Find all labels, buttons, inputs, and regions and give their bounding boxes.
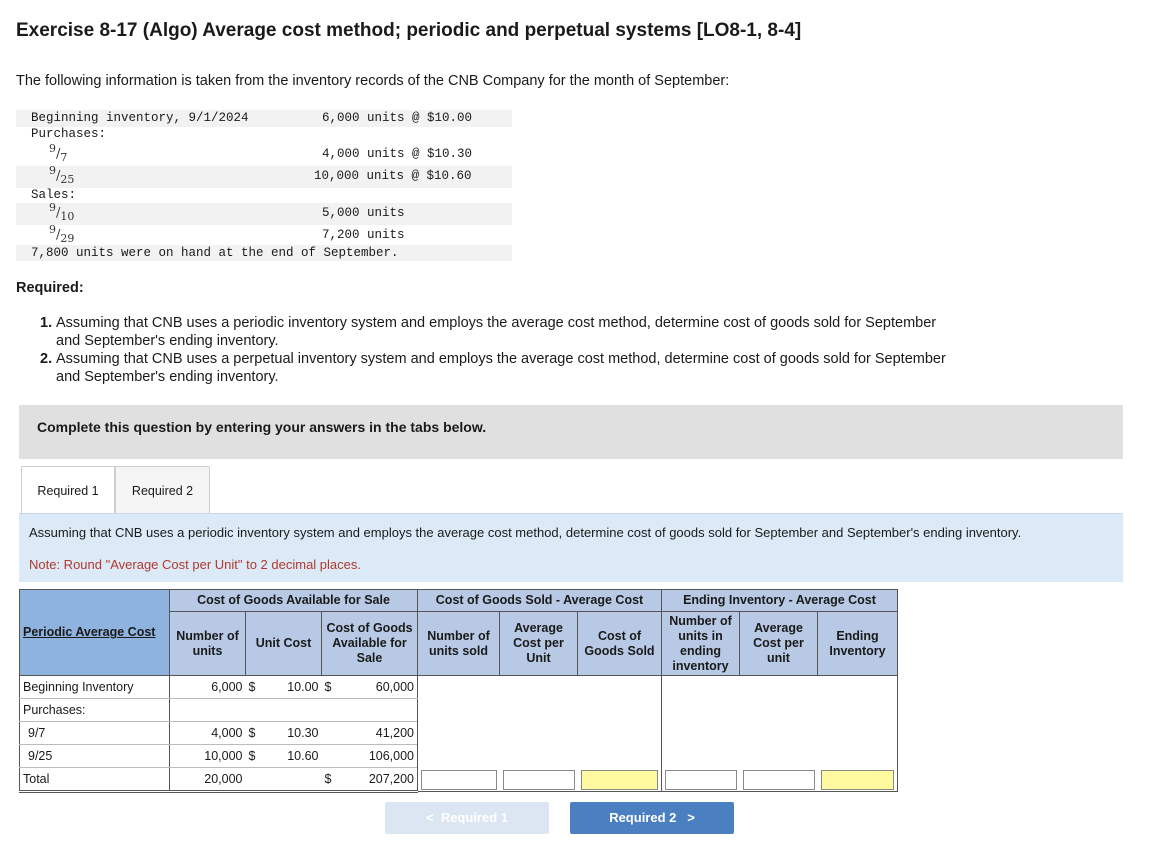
table-row: 9/25 10,000 $ 10.60 106,000 xyxy=(20,745,898,768)
prev-button[interactable]: < Required 1 xyxy=(385,802,549,834)
col-avg-cost-2: Average Cost per unit xyxy=(740,612,818,676)
inventory-data xyxy=(16,110,512,261)
col-units-ending: Number of units in ending inventory xyxy=(662,612,740,676)
sales-label: Sales: xyxy=(31,188,77,202)
purchases-label: Purchases: xyxy=(31,127,107,141)
next-button[interactable]: Required 2 > xyxy=(570,802,734,834)
col-units-sold: Number of units sold xyxy=(418,612,500,676)
cogs-output xyxy=(581,770,659,790)
requirements-list xyxy=(40,314,960,386)
col-ending-inventory: Ending Inventory xyxy=(818,612,898,676)
instructions-banner: Complete this question by entering your answers in the tabs below. xyxy=(19,405,1123,459)
tab-instruction-panel xyxy=(19,513,1123,582)
units-ending-input[interactable] xyxy=(665,770,737,790)
required-heading: Required: xyxy=(16,280,84,296)
page-title: Exercise 8-17 (Algo) Average cost method; periodic and perpetual systems [LO8-1, 8-4] xyxy=(16,20,802,41)
col-cogs: Cost of Goods Sold xyxy=(578,612,662,676)
table-row: Beginning Inventory 6,000 $ 10.00 $ 60,000 xyxy=(20,676,898,699)
col-unit-cost: Unit Cost xyxy=(246,612,322,676)
ending-inventory-output xyxy=(821,770,895,790)
requirement-1: 1. Assuming that CNB uses a periodic inventory system and employs the average cost method, determine cost of goods sold for September and September's ending inventory. xyxy=(40,315,937,349)
tab-required-1[interactable]: Required 1 xyxy=(21,466,115,513)
beginning-label: Beginning inventory, 9/1/2024 xyxy=(31,111,249,125)
group-available-header: Cost of Goods Available for Sale xyxy=(170,590,418,612)
end-note: 7,800 units were on hand at the end of September. xyxy=(31,246,399,260)
units-sold-input[interactable] xyxy=(421,770,497,790)
date-9-10: $^9/_{10}$ xyxy=(49,201,75,223)
rounding-note: Note: Round "Average Cost per Unit" to 2 decimal places. xyxy=(29,557,361,572)
avg-cost-ending-input[interactable] xyxy=(743,770,815,790)
tab-instruction: Assuming that CNB uses a periodic inventory system and employs the average cost method, determine cost of goods sold for September and September's ending inventory. xyxy=(29,525,1022,540)
avg-cost-sold-input[interactable] xyxy=(503,770,575,790)
intro-text: The following information is taken from the inventory records of the CNB Company for the month of September: xyxy=(16,73,730,89)
sale-2-value: 7,200 units xyxy=(322,228,405,242)
date-9-25: $^9/_{25}$ xyxy=(49,164,75,186)
tab-required-2[interactable]: Required 2 xyxy=(115,466,210,513)
average-cost-table xyxy=(19,589,898,793)
col-avg-cost-1: Average Cost per Unit xyxy=(500,612,578,676)
table-row: Purchases: xyxy=(20,699,898,722)
group-cogs-header: Cost of Goods Sold - Average Cost xyxy=(418,590,662,612)
group-ending-header: Ending Inventory - Average Cost xyxy=(662,590,898,612)
purchase-2-value: 10,000 units @ $10.60 xyxy=(314,169,472,183)
date-9-7: $^9/_7$ xyxy=(49,142,68,164)
table-row: 9/7 4,000 $ 10.30 41,200 xyxy=(20,722,898,745)
table-corner-header[interactable]: Periodic Average Cost xyxy=(20,590,170,676)
col-cost-available: Cost of Goods Available for Sale xyxy=(322,612,418,676)
date-9-29: $^9/_{29}$ xyxy=(49,223,75,245)
requirement-2: 2. Assuming that CNB uses a perpetual inventory system and employs the average cost method, determine cost of goods sold for September and September's ending inventory. xyxy=(40,351,946,385)
table-row-total: Total 20,000 $ 207,200 xyxy=(20,768,898,792)
purchase-1-value: 4,000 units @ $10.30 xyxy=(322,147,473,161)
col-units: Number of units xyxy=(170,612,246,676)
sale-1-value: 5,000 units xyxy=(322,206,405,220)
beginning-value: 6,000 units @ $10.00 xyxy=(322,111,473,125)
